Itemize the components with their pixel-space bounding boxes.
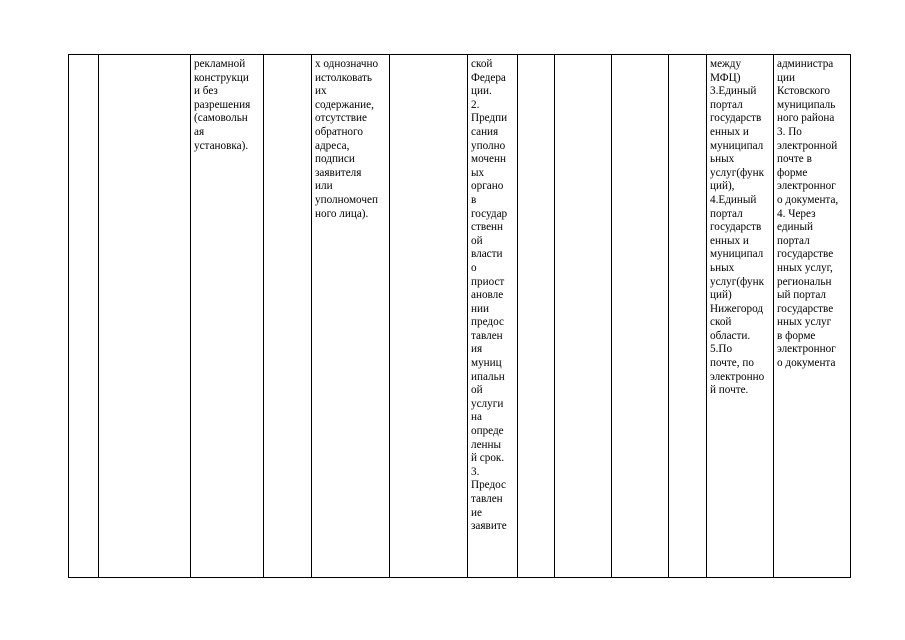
cell-text-refusal-grounds: х однозначно истолковать их содержание, отсутствие обратного адреса, подписи заявителя или уполномочеп ного лица). [315, 58, 379, 220]
cell-text-application-methods: между МФЦ) 3.Единый портал государств енных и муниципал ьных услуг(функ ций), 4.Единый портал государств енных и муниципал ьных услуг(функ ций) Нижегород ской области. 5.По почте, по электронно й почте. [710, 58, 765, 397]
table-cell-col-13 [774, 55, 851, 578]
table-cell-col-4 [264, 55, 312, 578]
table-cell-col-10 [612, 55, 669, 578]
table-cell-col-6 [390, 55, 468, 578]
cell-text-result-methods: администра ции Кстовского муниципаль ного района 3. По электронной почте в форме электронног о документа, 4. Через единый портал государстве нных услуг, региональн ый портал государстве нных услуг в форме электронног о документа [777, 58, 839, 370]
table-cell-col-11 [669, 55, 707, 578]
table-cell-col-3 [191, 55, 264, 578]
table-cell-col-7 [468, 55, 518, 578]
table-cell-col-1 [69, 55, 99, 578]
table-cell-col-8 [518, 55, 555, 578]
document-table [68, 54, 851, 578]
table-cell-col-12 [707, 55, 774, 578]
cell-text-suspension-grounds: ской Федера ции. 2. Предпи сания уполно моченн ых органо в государ ственн ой власти о приост ановле нии предос тавлен ия муниц ипальн ой услуги на опреде ленны й срок. 3. Предос тавлен ие заявите [471, 58, 508, 533]
table-cell-col-9 [555, 55, 612, 578]
table-cell-col-5 [312, 55, 390, 578]
cell-text-advertising-structure: рекламной конструкци и без разрешения (самовольн ая установка). [194, 58, 251, 152]
table-cell-col-2 [99, 55, 191, 578]
table-row [69, 55, 851, 578]
